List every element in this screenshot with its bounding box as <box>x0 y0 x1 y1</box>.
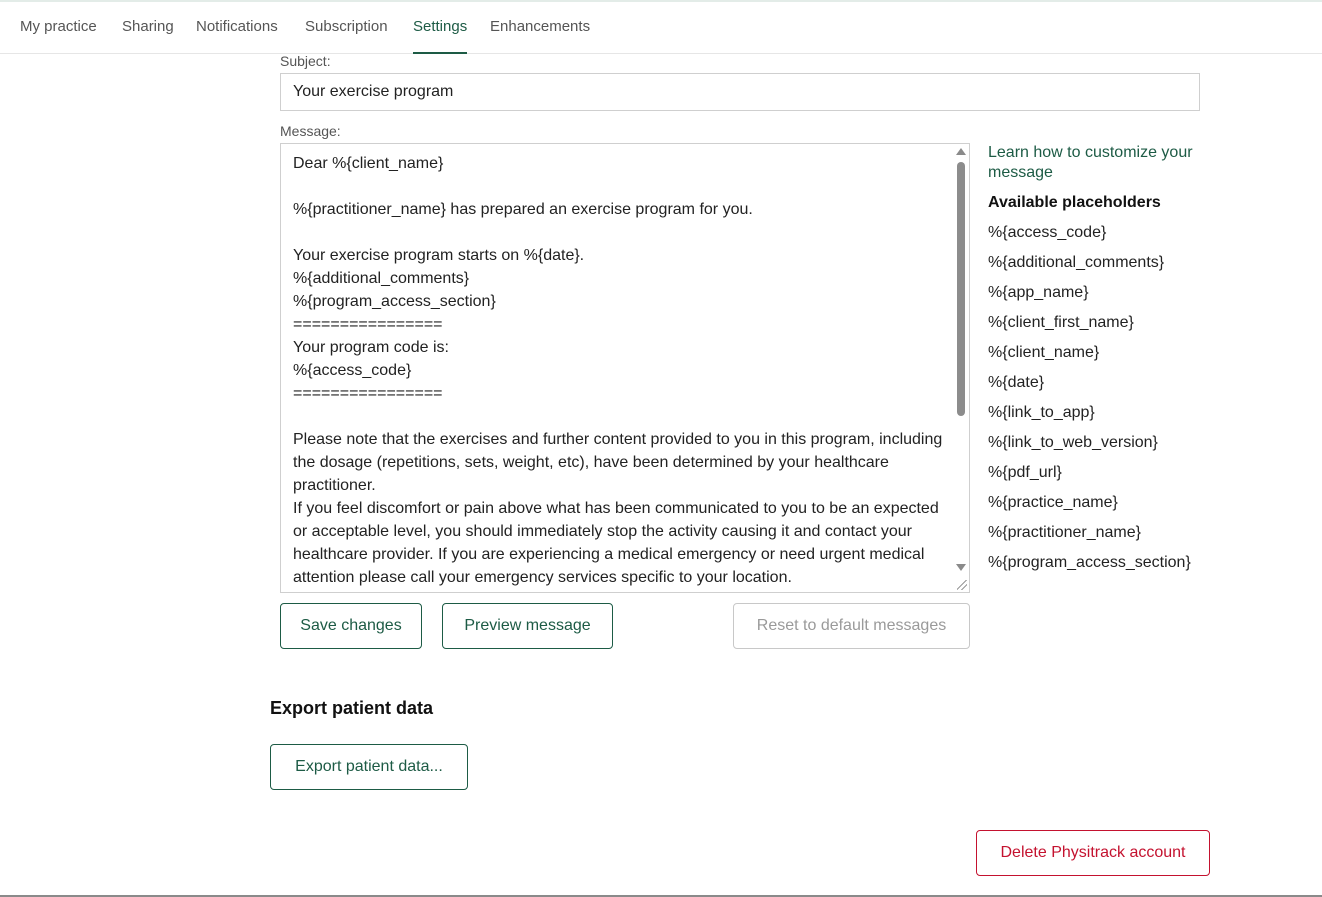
placeholder-item: %{access_code} <box>988 224 1107 241</box>
message-label: Message: <box>280 123 341 139</box>
placeholder-item: %{link_to_app} <box>988 404 1095 421</box>
tab-subscription[interactable]: Subscription <box>305 18 388 35</box>
scroll-thumb[interactable] <box>957 162 965 416</box>
placeholder-item: %{practitioner_name} <box>988 524 1141 541</box>
tab-my-practice[interactable]: My practice <box>20 18 97 35</box>
placeholder-item: %{client_name} <box>988 344 1100 361</box>
placeholder-item: %{date} <box>988 374 1045 391</box>
placeholders-title: Available placeholders <box>988 194 1161 211</box>
export-patient-data-button[interactable]: Export patient data... <box>270 744 468 790</box>
learn-customize-link[interactable]: Learn how to customize your message <box>988 144 1193 181</box>
message-textarea[interactable] <box>280 143 970 593</box>
placeholder-item: %{additional_comments} <box>988 254 1165 271</box>
placeholder-item: %{app_name} <box>988 284 1089 301</box>
placeholder-item: %{client_first_name} <box>988 314 1134 331</box>
resize-grip-icon[interactable] <box>957 580 967 590</box>
scroll-up-arrow-icon[interactable] <box>956 148 966 155</box>
message-text[interactable]: Dear %{client_name} %{practitioner_name} has prepared an exercise program for you. Your exercise program starts on %{date}. %{additional_comments} %{program_access_section} ================ Your program code is: %{access_code} ================ Please note that the exercises and further content provided to you in this program, including the dosage (repetitions, sets, weight, etc), have been determined by your healthcare practitioner. If you feel discomfort or pain above what has been communicated to you to be an expected or acceptable level, you should immediately stop the activity causing it and contact your healthcare provider. If you are experiencing a medical emergency or need urgent medical attention please call your emergency services specific to your location. <box>293 155 943 586</box>
preview-message-button[interactable]: Preview message <box>442 603 613 649</box>
delete-account-button[interactable]: Delete Physitrack account <box>976 830 1210 876</box>
placeholders-list <box>988 223 1218 583</box>
scroll-down-arrow-icon[interactable] <box>956 564 966 571</box>
tab-notifications[interactable]: Notifications <box>196 18 278 35</box>
placeholder-item: %{link_to_web_version} <box>988 434 1158 451</box>
placeholder-item: %{practice_name} <box>988 494 1118 511</box>
subject-input[interactable] <box>280 73 1200 111</box>
save-changes-button[interactable]: Save changes <box>280 603 422 649</box>
placeholders-panel <box>988 143 1218 583</box>
settings-nav <box>0 2 1322 54</box>
tab-sharing[interactable]: Sharing <box>122 18 174 35</box>
subject-label: Subject: <box>280 53 331 69</box>
message-scrollbar[interactable] <box>953 144 969 592</box>
placeholder-item: %{pdf_url} <box>988 464 1062 481</box>
reset-default-messages-button[interactable]: Reset to default messages <box>733 603 970 649</box>
placeholder-item: %{program_access_section} <box>988 554 1191 571</box>
export-section-title: Export patient data <box>270 698 434 718</box>
tab-enhancements[interactable]: Enhancements <box>490 18 591 35</box>
tab-settings[interactable]: Settings <box>413 2 467 54</box>
